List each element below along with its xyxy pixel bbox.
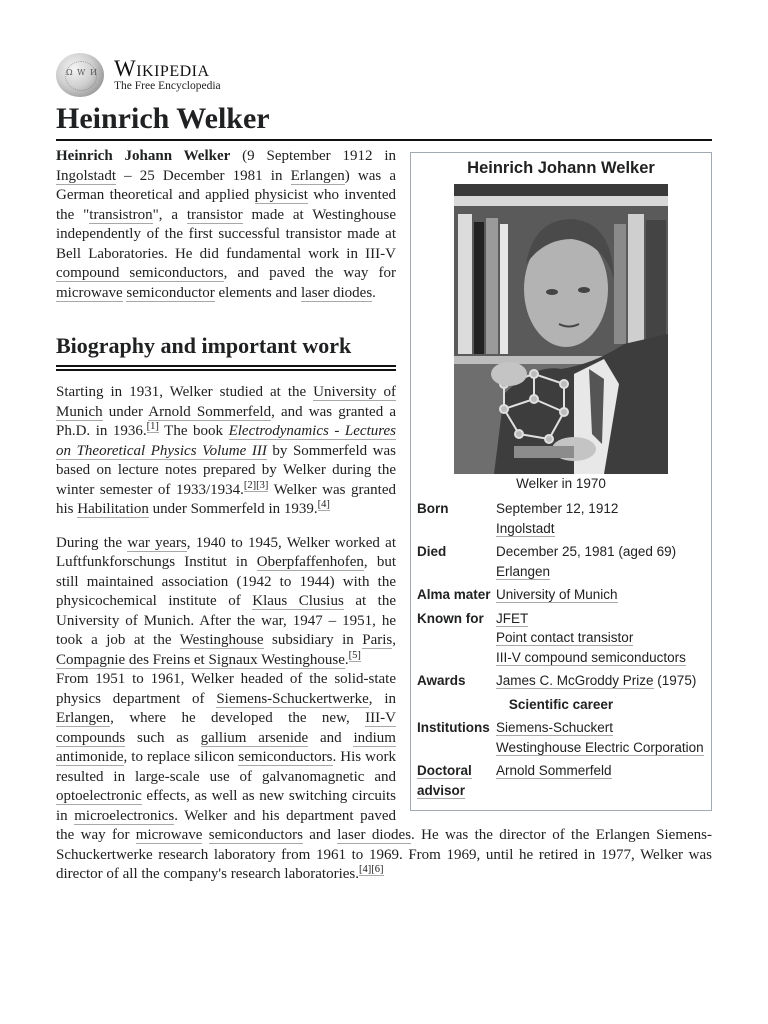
text: . His work resulted in large-scale use of galvanomagnetic and <box>56 749 396 785</box>
text: and <box>302 827 338 843</box>
infobox-row-doctoral-advisor <box>417 761 705 800</box>
link-war-years[interactable]: war years <box>127 534 187 551</box>
wikipedia-wordmark[interactable] <box>114 57 221 93</box>
infobox-row-died <box>417 542 705 581</box>
link-transistron[interactable]: transistron <box>89 206 153 223</box>
text: The book <box>158 423 229 439</box>
text: made at Westinghouse independently of the first successful transistor made at Bell Laboratories. He did fundamental work in III-V <box>56 206 397 262</box>
article-page <box>56 52 712 899</box>
link-semiconductors[interactable]: semiconductors <box>238 749 333 765</box>
infobox-row-born <box>417 499 705 538</box>
infobox-title: Heinrich Johann Welker <box>467 159 655 177</box>
infobox-photo[interactable] <box>454 184 668 474</box>
institution-link[interactable]: Siemens-Schuckert <box>496 720 614 735</box>
site-name: Wikipedia <box>114 56 210 82</box>
link-optoelectronic[interactable]: optoelectronic <box>56 788 142 804</box>
link-microelectronics[interactable]: microelectronics <box>74 807 175 824</box>
alma-mater-label: Alma mater <box>417 587 491 602</box>
link-gallium-arsenide[interactable]: gallium arsenide <box>200 729 309 746</box>
award-link[interactable]: James C. McGroddy Prize <box>496 673 654 688</box>
known-for-link[interactable]: Point contact transistor <box>496 630 634 645</box>
link-arnold-sommerfeld[interactable]: Arnold Sommerfeld <box>148 403 272 420</box>
infobox <box>410 152 712 811</box>
text: such as <box>125 729 201 746</box>
link-microwave[interactable]: microwave <box>56 284 123 301</box>
born-place-link[interactable]: Ingolstadt <box>496 520 555 536</box>
scientific-career-header: Scientific career <box>508 696 614 712</box>
text: From 1951 to 1961, Welker headed of the solid-state physics department of <box>56 671 396 707</box>
site-tagline: The Free Encyclopedia <box>114 80 221 93</box>
link-indium-antimonide[interactable]: indium antimonide <box>56 729 396 765</box>
link-erlangen[interactable]: Erlangen <box>56 710 111 726</box>
text: at the University of Munich. After the war, 1947 – 1951, he took a job at the <box>56 593 396 648</box>
text: and <box>308 729 354 746</box>
text: , in <box>368 690 397 707</box>
text: who invented the " <box>56 187 397 223</box>
text: , and was granted a Ph.D. in 1936. <box>56 403 397 439</box>
text: – 25 December 1981 in <box>116 167 291 184</box>
link-compound-semiconductors[interactable]: compound semiconductors <box>56 265 224 281</box>
awards-label: Awards <box>417 673 466 688</box>
text <box>202 827 208 843</box>
infobox-row-awards <box>417 671 705 691</box>
text: Welker was granted his <box>56 481 396 517</box>
link-ingolstadt[interactable]: Ingolstadt <box>56 167 116 184</box>
citation-link[interactable]: [4] <box>317 499 330 510</box>
citation-link[interactable]: [4] <box>359 864 372 875</box>
died-place-link[interactable]: Erlangen <box>496 563 551 579</box>
known-for-link[interactable]: JFET <box>496 610 529 626</box>
text: under Sommerfeld in 1939. <box>148 501 318 517</box>
link-transistor[interactable]: transistor <box>186 206 243 223</box>
infobox-row-known-for <box>417 609 705 668</box>
died-label: Died <box>417 544 447 559</box>
infobox-caption: Welker in 1970 <box>516 475 606 491</box>
article-body <box>56 147 712 885</box>
link-siemens-schuckertwerke[interactable]: Siemens-Schuckertwerke <box>216 690 369 707</box>
link-semiconductor[interactable]: semiconductor <box>126 284 215 301</box>
text: ", a <box>152 206 187 223</box>
text: elements and <box>214 284 301 301</box>
text: , but still maintained association (1942 to 1944) with the physicochemical institute of <box>56 554 396 609</box>
link-westinghouse[interactable]: Westinghouse <box>179 632 264 648</box>
text: effects, as well as new switching circuits in <box>56 788 396 824</box>
subject-name: Heinrich Johann Welker <box>56 148 231 164</box>
text: , and paved the way for <box>223 265 396 281</box>
wikipedia-globe-icon[interactable] <box>56 53 104 97</box>
link-paris[interactable]: Paris <box>362 632 393 648</box>
text: , to replace silicon <box>123 749 239 765</box>
site-header[interactable] <box>56 52 712 98</box>
text: (9 September 1912 in <box>230 148 396 164</box>
text: . <box>372 284 376 301</box>
link-compagnie-des-freins[interactable]: Compagnie des Freins et Signaux Westinghouse <box>56 651 345 668</box>
institutions-label: Institutions <box>417 720 490 735</box>
text: Starting in 1931, Welker studied at the <box>56 384 314 400</box>
died-date: December 25, 1981 (aged 69) <box>496 544 677 559</box>
known-for-label: Known for <box>417 610 484 626</box>
citation-link[interactable]: [3] <box>256 479 269 491</box>
award-year: (1975) <box>653 673 697 688</box>
text: . Welker and his department paved the way for <box>56 807 396 843</box>
infobox-row-institutions <box>417 718 705 757</box>
link-electrodynamics-book[interactable]: Electrodynamics - Lectures on Theoretical Physics Volume III <box>56 423 397 459</box>
alma-mater-link[interactable]: University of Munich <box>496 587 618 602</box>
section-heading-biography: Biography and important work <box>56 331 396 371</box>
institution-link[interactable]: Westinghouse Electric Corporation <box>496 739 704 755</box>
doctoral-advisor-label-link[interactable]: Doctoral advisor <box>417 763 472 798</box>
link-semiconductors[interactable]: semiconductors <box>208 827 303 843</box>
text: During the <box>56 534 128 551</box>
born-label: Born <box>417 501 449 516</box>
link-physicist[interactable]: physicist <box>254 187 308 203</box>
citation-link[interactable]: [6] <box>371 864 384 875</box>
link-klaus-clusius[interactable]: Klaus Clusius <box>252 593 344 609</box>
doctoral-advisor-link[interactable]: Arnold Sommerfeld <box>496 763 612 778</box>
citation-link[interactable]: [5] <box>348 649 361 661</box>
known-for-link[interactable]: III-V compound semiconductors <box>496 649 686 665</box>
infobox-row-alma-mater <box>417 585 705 605</box>
text: by Sommerfeld was based on lecture notes prepared by Welker during the winter semester of 1933/1934. <box>56 442 397 498</box>
citation-link[interactable]: [2] <box>243 479 257 491</box>
page-title: Heinrich Welker <box>56 102 712 141</box>
text: , 1940 to 1945, Welker worked at Luftfunkforschungs Institut in <box>56 534 396 570</box>
text: , <box>392 632 396 648</box>
link-laser-diodes[interactable]: laser diodes <box>300 284 373 301</box>
text: ) was a German theoretical and applied <box>56 167 396 203</box>
text: subsidiary in <box>263 632 363 648</box>
born-date: September 12, 1912 <box>496 501 619 516</box>
link-laser-diodes[interactable]: laser diodes <box>337 827 412 843</box>
link-microwave[interactable]: microwave <box>135 827 203 843</box>
citation-link[interactable]: [1] <box>146 421 159 432</box>
text: , where he developed the new, <box>110 710 366 726</box>
portrait-image <box>454 184 668 474</box>
link-oberpfaffenhofen[interactable]: Oberpfaffenhofen <box>256 554 364 570</box>
text: . <box>344 651 349 668</box>
link-university-of-munich[interactable]: University of Munich <box>56 384 396 420</box>
text: . He was the director of the Erlangen Siemens-Schuckertwerke research laboratory from 1961 to 1969. From 1969, until he retired in 1977, Welker was director of all the company's research laboratories. <box>56 827 712 882</box>
link-habilitation[interactable]: Habilitation <box>77 501 149 517</box>
link-erlangen[interactable]: Erlangen <box>290 167 345 184</box>
text: under <box>102 403 149 420</box>
link-iii-v-compounds[interactable]: III-V compounds <box>56 710 396 746</box>
